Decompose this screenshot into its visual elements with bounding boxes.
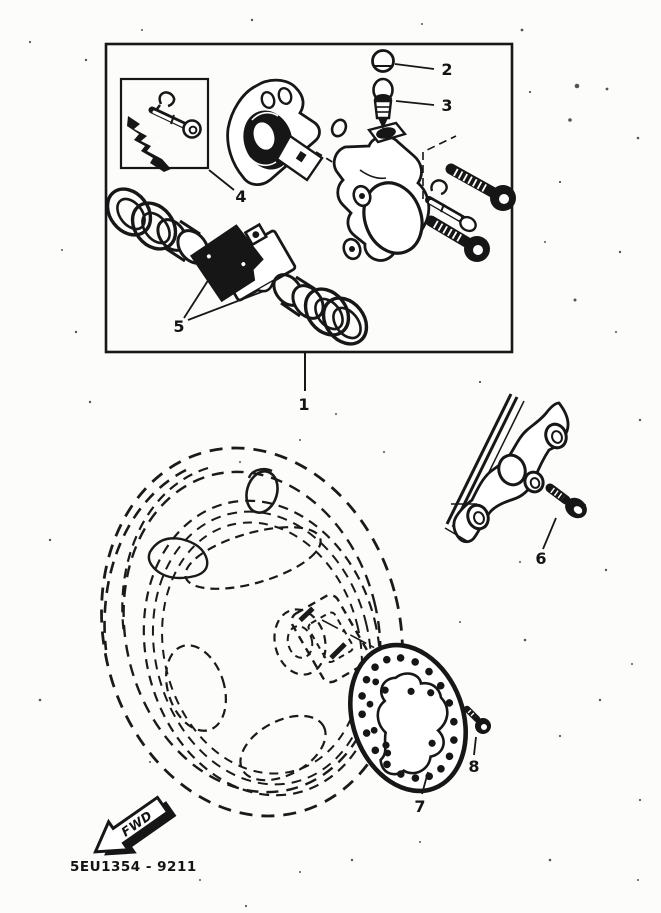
pad-pin xyxy=(152,110,201,138)
caliper-assembly-box xyxy=(99,44,516,352)
brake-disc xyxy=(331,629,486,808)
pad-pin-kit-box xyxy=(121,79,208,172)
leader-3 xyxy=(396,101,434,105)
callout-4: 4 xyxy=(235,187,247,206)
bleed-screw-cap xyxy=(373,51,394,72)
bleed-screw xyxy=(374,79,393,129)
callout-5: 5 xyxy=(173,317,185,336)
caliper-body xyxy=(334,123,431,261)
callout-7: 7 xyxy=(414,797,426,816)
leader-8 xyxy=(474,737,476,755)
o-ring xyxy=(330,118,349,139)
callout-3: 3 xyxy=(441,96,453,115)
pad-pin-clip xyxy=(157,92,174,109)
pad-spring xyxy=(127,116,171,172)
leader-4 xyxy=(209,170,234,190)
callout-1: 1 xyxy=(298,395,310,414)
callout-8: 8 xyxy=(468,757,480,776)
part-code: 5EU1354 - 9211 xyxy=(70,859,197,875)
callout-6: 6 xyxy=(535,549,547,568)
leader-2 xyxy=(395,64,434,69)
piston-seal-set-right xyxy=(268,269,375,352)
leader-6 xyxy=(543,518,556,549)
wheel-hub xyxy=(268,604,332,680)
callout-2: 2 xyxy=(441,60,453,79)
brake-pads xyxy=(188,220,298,306)
mount-bolt-upper xyxy=(451,169,516,211)
disc-bolt xyxy=(467,709,491,734)
hose-bracket xyxy=(445,394,570,542)
caliper-mounting-bolts xyxy=(423,136,516,262)
fwd-label: FWD xyxy=(118,807,156,840)
bolt-clip xyxy=(431,180,446,194)
axle-boss xyxy=(149,538,207,578)
caliper-bracket xyxy=(228,80,322,184)
bracket-bolt xyxy=(550,488,591,522)
